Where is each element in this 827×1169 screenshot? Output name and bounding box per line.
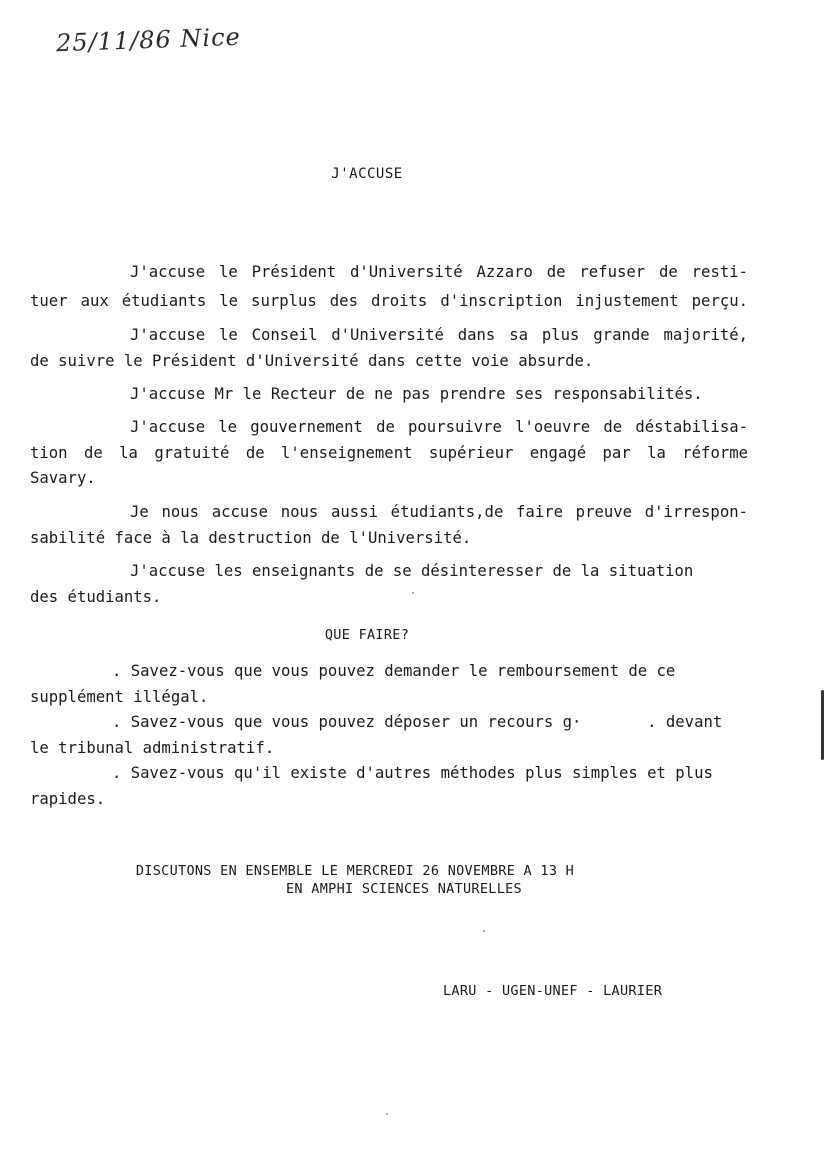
item-3-line-1: . Savez-vous qu'il existe d'autres méthodes plus simples et plus xyxy=(112,764,713,782)
scan-speck xyxy=(412,592,414,594)
item-1-line-1: . Savez-vous que vous pouvez demander le remboursement de ce xyxy=(112,662,676,680)
paragraph-3-line-1: J'accuse Mr le Recteur de ne pas prendre ses responsabilités. xyxy=(130,385,703,403)
document-title: J'ACCUSE xyxy=(331,166,403,182)
item-3-line-2: rapides. xyxy=(30,790,106,808)
handwritten-date-note: 25/11/86 Nice xyxy=(55,22,242,58)
paragraph-6-line-2: des étudiants. xyxy=(30,588,162,606)
scan-speck xyxy=(386,1113,388,1115)
signature: LARU - UGEN-UNEF - LAURIER xyxy=(443,983,663,999)
paragraph-5-line-1: Je nous accuse nous aussi étudiants,de faire preuve d'irrespon- xyxy=(130,503,748,521)
paragraph-6-line-1: J'accuse les enseignants de se désinteresser de la situation xyxy=(130,562,694,580)
item-2-line-1: . Savez-vous que vous pouvez déposer un recours g· . devant xyxy=(112,713,723,731)
que-faire-heading: QUE FAIRE? xyxy=(324,627,410,643)
paragraph-5-line-2: sabilité face à la destruction de l'Université. xyxy=(30,529,472,547)
paragraph-4-line-3: Savary. xyxy=(30,469,96,487)
announcement-line-2: EN AMPHI SCIENCES NATURELLES xyxy=(286,881,522,897)
paragraph-1-line-2: tuer aux étudiants le surplus des droits d'inscription injustement perçu. xyxy=(30,292,748,310)
scan-speck xyxy=(483,930,485,932)
item-1-line-2: supplément illégal. xyxy=(30,688,209,706)
scan-edge-mark xyxy=(821,690,824,760)
announcement-line-1: DISCUTONS EN ENSEMBLE LE MERCREDI 26 NOVEMBRE A 13 H xyxy=(135,863,575,879)
paragraph-1-line-1: J'accuse le Président d'Université Azzaro de refuser de resti- xyxy=(130,263,748,281)
paragraph-2-line-1: J'accuse le Conseil d'Université dans sa plus grande majorité, xyxy=(130,326,748,344)
item-2-line-2: le tribunal administratif. xyxy=(30,739,275,757)
paragraph-4-line-1: J'accuse le gouvernement de poursuivre l'oeuvre de déstabilisa- xyxy=(130,418,748,436)
paragraph-2-line-2: de suivre le Président d'Université dans cette voie absurde. xyxy=(30,352,594,370)
paragraph-4-line-2: tion de la gratuité de l'enseignement supérieur engagé par la réforme xyxy=(30,444,748,462)
